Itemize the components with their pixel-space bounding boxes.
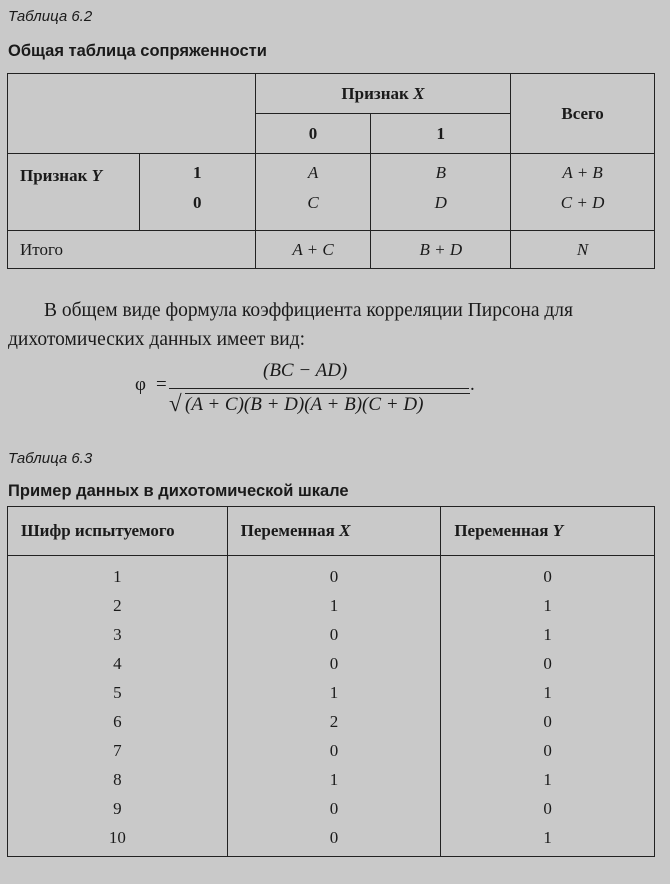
subject-id-cell: 2 (8, 591, 228, 620)
total-row-label: Итого (8, 231, 256, 269)
row-label-y: Признак Y (8, 154, 140, 231)
cell-a: A (307, 163, 319, 182)
total-c-d: C + D (560, 193, 605, 212)
column-header: Переменная X (227, 507, 441, 556)
table-row (8, 823, 655, 857)
variable-y-cell: 0 (441, 794, 655, 823)
table-row (8, 707, 655, 736)
body-paragraph: В общем виде формула коэффициента корреляции Пирсона для дихотомических данных имеет вид: (8, 300, 573, 350)
table-6-2-caption: Таблица 6.2 (8, 8, 93, 25)
variable-y-cell: 1 (441, 591, 655, 620)
table-row (8, 556, 655, 592)
variable-y-cell: 0 (441, 649, 655, 678)
cells-x1 (371, 154, 511, 231)
column-header: Переменная Y (441, 507, 655, 556)
variable-y-cell: 1 (441, 678, 655, 707)
column-header: Шифр испытуемого (8, 507, 228, 556)
y-values-cell (139, 154, 255, 231)
table-6-3-caption: Таблица 6.3 (8, 450, 93, 467)
empty-corner-cell (8, 74, 256, 154)
variable-y-cell: 0 (441, 707, 655, 736)
y1-value: 1 (193, 163, 202, 182)
table-row (8, 794, 655, 823)
grand-total-n: N (511, 231, 655, 269)
cell-c: C (307, 193, 319, 212)
y0-value: 0 (193, 193, 202, 212)
subject-id-cell: 7 (8, 736, 228, 765)
formula-phi: φ (135, 374, 146, 395)
header-total-cell: Всего (511, 74, 655, 154)
variable-y-cell: 0 (441, 556, 655, 592)
formula-equals: = (156, 374, 167, 395)
cell-b: B (435, 163, 446, 182)
table-row (8, 591, 655, 620)
formula-numerator: (BC − AD) (263, 360, 348, 381)
table-row (8, 765, 655, 794)
table-row (8, 649, 655, 678)
row-totals (511, 154, 655, 231)
table-body (8, 556, 655, 857)
total-a-b: A + B (562, 163, 603, 182)
header-x1-cell: 1 (371, 114, 511, 154)
subject-id-cell: 6 (8, 707, 228, 736)
dichotomous-data-table (7, 506, 655, 857)
subject-id-cell: 8 (8, 765, 228, 794)
variable-x-cell: 0 (227, 620, 441, 649)
table-row (8, 678, 655, 707)
variable-x-cell: 2 (227, 707, 441, 736)
total-a-c: A + C (255, 231, 371, 269)
header-x-cell: Признак X (255, 74, 511, 114)
pearson-phi-formula (135, 358, 515, 418)
subject-id-cell: 10 (8, 823, 228, 857)
subject-id-cell: 4 (8, 649, 228, 678)
table-6-3-title: Пример данных в дихотомической шкале (8, 482, 349, 500)
variable-y-cell: 0 (441, 736, 655, 765)
subject-id-cell: 1 (8, 556, 228, 592)
subject-id-cell: 3 (8, 620, 228, 649)
variable-x-cell: 0 (227, 556, 441, 592)
sqrt-icon: √ (169, 391, 182, 416)
variable-y-cell: 1 (441, 765, 655, 794)
cell-d: D (434, 193, 447, 212)
variable-x-cell: 0 (227, 823, 441, 857)
variable-x-cell: 1 (227, 678, 441, 707)
fraction-bar (169, 388, 469, 389)
table-row (8, 736, 655, 765)
subject-id-cell: 9 (8, 794, 228, 823)
table-row (8, 620, 655, 649)
subject-id-cell: 5 (8, 678, 228, 707)
variable-x-cell: 1 (227, 591, 441, 620)
variable-x-cell: 0 (227, 736, 441, 765)
total-b-d: B + D (371, 231, 511, 269)
variable-y-cell: 1 (441, 823, 655, 857)
variable-x-cell: 0 (227, 794, 441, 823)
variable-y-cell: 1 (441, 620, 655, 649)
table-6-2-title: Общая таблица сопряженности (8, 42, 267, 60)
formula-period: . (470, 374, 475, 395)
cells-x0 (255, 154, 371, 231)
variable-x-cell: 1 (227, 765, 441, 794)
contingency-table (7, 73, 655, 269)
variable-x-cell: 0 (227, 649, 441, 678)
header-x0-cell: 0 (255, 114, 371, 154)
formula-denominator: (A + C)(B + D)(A + B)(C + D) (185, 394, 424, 415)
